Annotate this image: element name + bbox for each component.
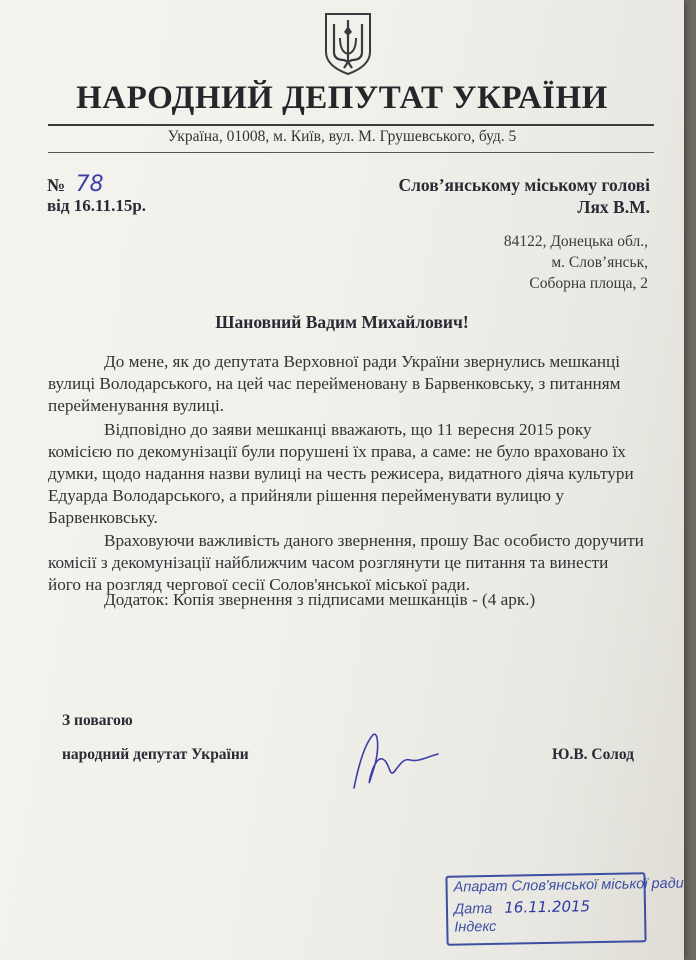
recipient-address-line: м. Слов’янськ,	[551, 254, 648, 271]
body-line: комісією по декомунізації були порушені їх права, а саме: не було враховано їх	[48, 442, 626, 461]
trident-coat-of-arms-icon	[324, 12, 372, 76]
body-line: Враховуючи важливість даного звернення, прошу Вас особисто доручити	[104, 531, 644, 550]
handwritten-signature	[344, 718, 444, 798]
body-line: вулиці Володарського, на цей час перейменовану в Барвенковську, з питанням	[48, 374, 621, 393]
closing-position: народний депутат України	[62, 746, 249, 763]
letterhead-rule-thick	[48, 124, 654, 126]
recipient-address-line: 84122, Донецька обл.,	[503, 233, 648, 250]
body-line: Відповідно до заяви мешканці вважають, що 11 вересня 2015 року	[104, 420, 592, 439]
handwritten-number: 78	[75, 172, 104, 197]
stamp-date-value: 16.11.2015	[504, 897, 591, 917]
recipient-line-2: Лях В.М.	[577, 197, 650, 217]
body-line: Едуарда Володарського, а прийняли рішення перейменувати вулицю у	[48, 486, 564, 505]
closing-regards: З повагою	[62, 712, 133, 729]
body-line: перейменування вулиці.	[48, 396, 225, 415]
body-line: його на розгляд чергової сесії Солов'янської міської ради.	[48, 575, 470, 594]
number-prefix: №	[47, 175, 66, 195]
outgoing-date: від 16.11.15р.	[47, 196, 147, 215]
letterhead-rule-thin	[48, 152, 654, 153]
stamp-date-label: Дата	[453, 900, 493, 918]
outgoing-number	[47, 172, 104, 197]
recipient-address-line: Соборна площа, 2	[529, 275, 648, 292]
salutation: Шановний Вадим Михайлович!	[215, 312, 469, 332]
body-line: думки, щодо надання назви вулиці на честь режисера, видатного діяча культури	[48, 464, 634, 483]
body-line: До мене, як до депутата Верховної ради України звернулись мешканці	[104, 352, 621, 371]
signatory-name: Ю.В. Солод	[552, 746, 634, 763]
stamp-org: Апарат Слов'янської міської ради	[453, 875, 684, 896]
body-line: комісії з декомунізації найближчим часом розглянути це питання та винести	[48, 553, 609, 572]
body-line: Барвенковську.	[48, 508, 158, 527]
letterhead-title: НАРОДНИЙ ДЕПУТАТ УКРАЇНИ	[76, 80, 608, 116]
recipient-line-1: Слов’янському міському голові	[398, 175, 650, 195]
attachment-note: Додаток: Копія звернення з підписами мешканців - (4 арк.)	[104, 590, 536, 609]
stamp-index-label: Індекс	[454, 918, 497, 936]
stamp-date-row	[454, 897, 590, 917]
letterhead-address: Україна, 01008, м. Київ, вул. М. Грушевського, буд. 5	[167, 128, 517, 145]
registration-stamp	[445, 872, 684, 945]
